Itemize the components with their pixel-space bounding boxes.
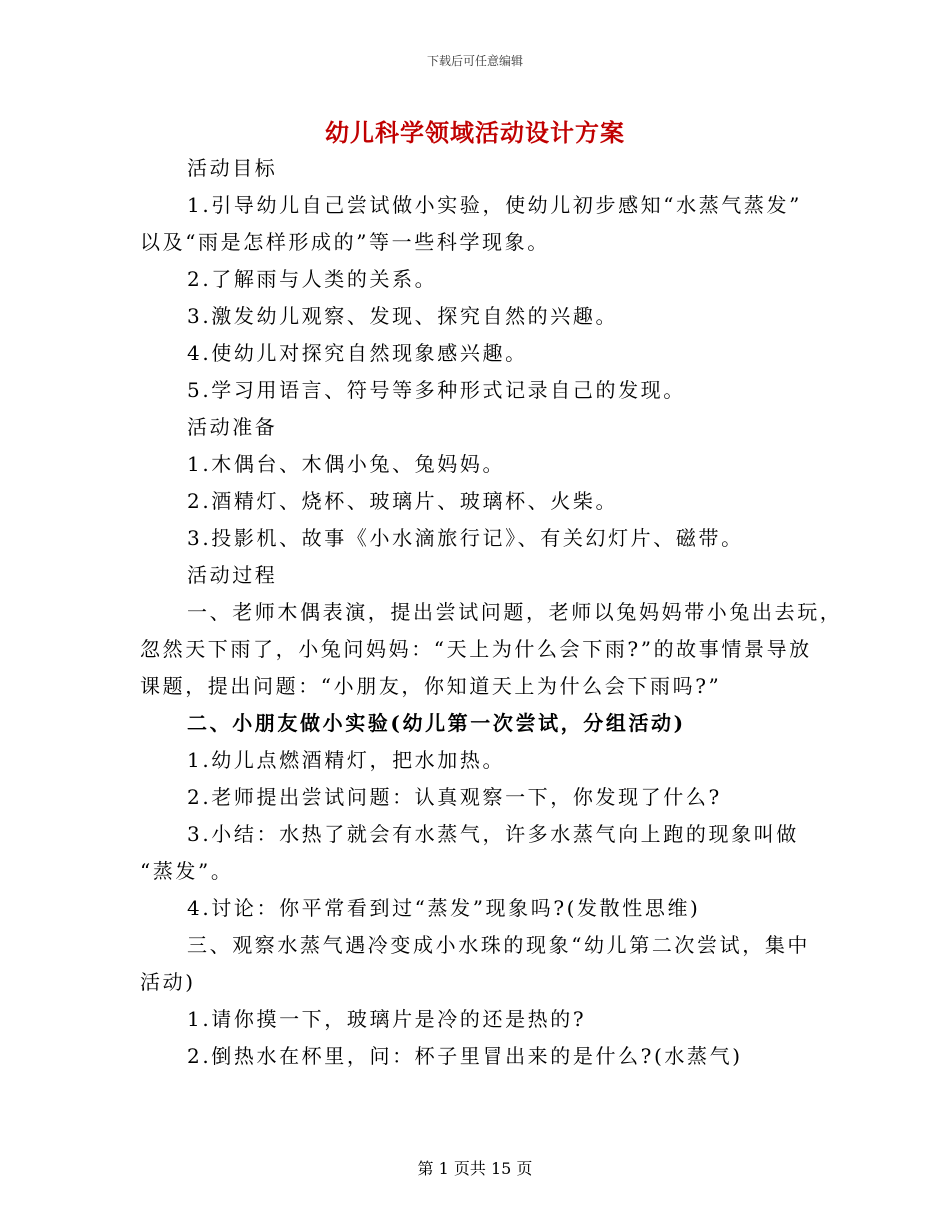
paragraph-line: 忽然天下雨了，小兔问妈妈：“天上为什么会下雨?”的故事情景导放 — [140, 637, 812, 661]
section-heading-preparation: 活动准备 — [187, 415, 278, 439]
document-body — [140, 150, 843, 1075]
paragraph-line: 1.引导幼儿自己尝试做小实验，使幼儿初步感知“水蒸气蒸发” — [187, 193, 802, 217]
subsection-heading: 二、小朋友做小实验(幼儿第一次尝试，分组活动) — [187, 711, 686, 735]
paragraph-line: 以及“雨是怎样形成的”等一些科学现象。 — [140, 230, 550, 254]
paragraph-line: 5.学习用语言、符号等多种形式记录自己的发现。 — [187, 378, 686, 402]
page-number: 第 1 页共 15 页 — [417, 1159, 533, 1178]
paragraph-line: 1.请你摸一下，玻璃片是冷的还是热的? — [187, 1007, 587, 1031]
page-header-note: 下载后可任意编辑 — [426, 54, 523, 68]
paragraph-line: 3.投影机、故事《小水滴旅行记》、有关幻灯片、磁带。 — [187, 526, 744, 550]
paragraph-line: 2.酒精灯、烧杯、玻璃片、玻璃杯、火柴。 — [187, 489, 619, 513]
paragraph-line: 2.了解雨与人类的关系。 — [187, 267, 438, 291]
section-heading-process: 活动过程 — [187, 563, 278, 587]
paragraph-line: 4.讨论：你平常看到过“蒸发”现象吗?(发散性思维) — [187, 896, 701, 920]
paragraph-line: 三、观察水蒸气遇冷变成小水珠的现象“幼儿第二次尝试，集中 — [187, 933, 811, 957]
paragraph-line: 活动) — [140, 970, 196, 994]
paragraph-line: 1.幼儿点燃酒精灯，把水加热。 — [187, 748, 506, 772]
paragraph-line: 课题，提出问题：“小朋友，你知道天上为什么会下雨吗?” — [140, 674, 722, 698]
paragraph-line: 4.使幼儿对探究自然现象感兴趣。 — [187, 341, 528, 365]
paragraph-line: 2.倒热水在杯里，问：杯子里冒出来的是什么?(水蒸气) — [187, 1044, 743, 1068]
paragraph-line: 3.小结：水热了就会有水蒸气，许多水蒸气向上跑的现象叫做 — [187, 822, 799, 846]
section-heading-goals: 活动目标 — [187, 156, 278, 180]
paragraph-line: “蒸发”。 — [140, 859, 234, 883]
paragraph-line: 3.激发幼儿观察、发现、探究自然的兴趣。 — [187, 304, 619, 328]
paragraph-line: 2.老师提出尝试问题：认真观察一下，你发现了什么? — [187, 785, 722, 809]
document-title: 幼儿科学领域活动设计方案 — [325, 118, 625, 147]
paragraph-line: 1.木偶台、木偶小兔、兔妈妈。 — [187, 452, 506, 476]
paragraph-line: 一、老师木偶表演，提出尝试问题，老师以兔妈妈带小兔出去玩， — [187, 600, 843, 624]
